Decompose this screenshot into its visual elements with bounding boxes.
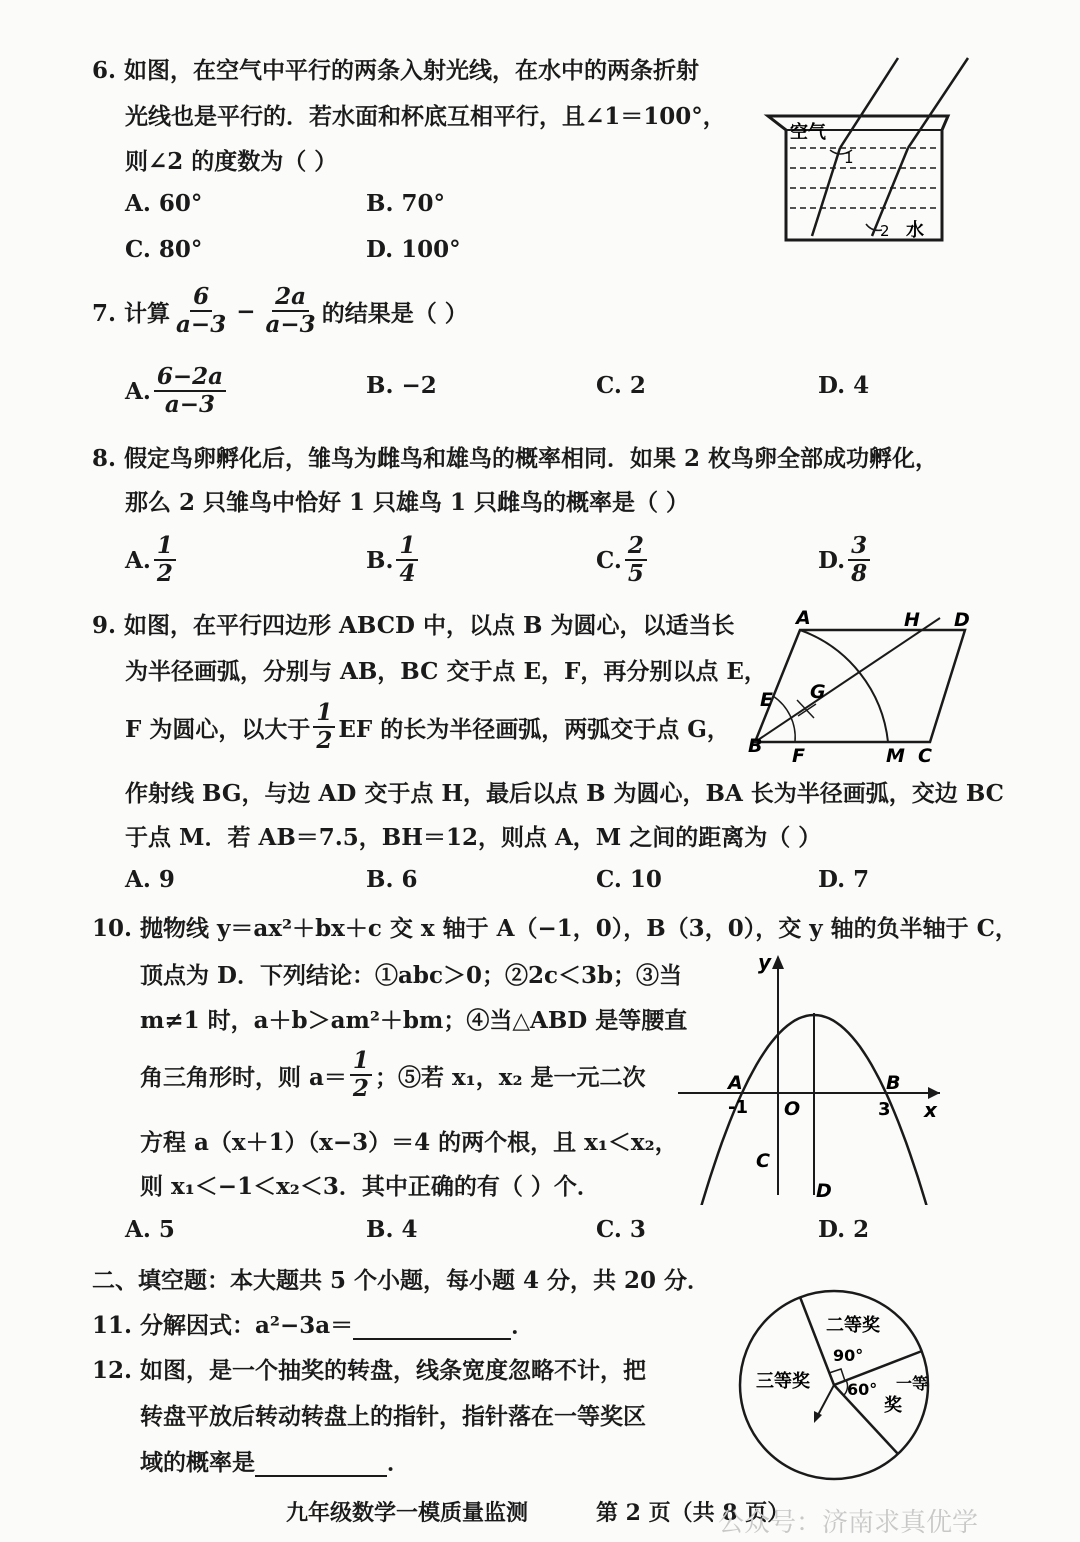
q7-frac2 (263, 284, 319, 339)
q8-option-c-den: 5 (627, 560, 644, 588)
q10-line2: 顶点为 D．下列结论：①abc＞0；②2c＜3b；③当 (140, 962, 683, 989)
q8-line1: 8. 假定鸟卵孵化后，雏鸟为雌鸟和雄鸟的概率相同．如果 2 枚鸟卵全部成功孵化， (92, 445, 939, 472)
angle-90-label: 90° (833, 1346, 864, 1365)
q12-line3-post: ． (387, 1449, 410, 1476)
q8-option-b-num: 1 (396, 533, 418, 561)
q9-option-a: A. 9 (125, 866, 175, 893)
q8-option-b-frac (396, 533, 418, 588)
q6-line1: 6. 如图，在空气中平行的两条入射光线，在水中的两条折射 (92, 57, 700, 84)
q7-frac1-den: a−3 (176, 311, 227, 339)
q10-option-d: D. 2 (818, 1216, 870, 1243)
q10-line3: m≠1 时，a＋b＞am²＋bm；④当△ABD 是等腰直 (140, 1007, 688, 1034)
q9-option-d: D. 7 (818, 866, 870, 893)
q9-line4: 作射线 BG，与边 AD 交于点 H，最后以点 B 为圆心，BA 长为半径画弧，交边 BC (125, 780, 1004, 807)
refracted-ray-2 (872, 148, 908, 236)
q7-frac1-num: 6 (190, 284, 212, 312)
spinner-pointer (818, 1385, 834, 1415)
incident-ray-2 (908, 58, 968, 148)
q12-spinner-figure (734, 1285, 934, 1485)
q8-option-d-frac (848, 533, 870, 588)
footer-page-number: 第 2 页（共 8 页） (596, 1500, 790, 1526)
q7-option-c: C. 2 (596, 372, 646, 399)
q8-option-b-label: B. (366, 546, 394, 574)
refracted-ray-1 (812, 148, 840, 236)
q11-prefix: 11. 分解因式：a²−3a＝ (92, 1312, 354, 1339)
label-a: A (796, 607, 811, 629)
q7-option-d: D. 4 (818, 372, 870, 399)
q12-line2: 转盘平放后转动转盘上的指针，指针落在一等奖区 (140, 1403, 646, 1430)
footer-title: 九年级数学一模质量监测 (286, 1500, 529, 1526)
q10-option-a: A. 5 (125, 1216, 175, 1243)
q9-line1: 9. 如图，在平行四边形 ABCD 中，以点 B 为圆心，以适当长 (92, 612, 735, 639)
q6-option-b: B. 70° (366, 190, 445, 217)
label-point-b: B (886, 1072, 901, 1094)
angle-60-label: 60° (847, 1380, 878, 1399)
q8-option-c-label: C. (596, 546, 622, 574)
air-label: 空气 (790, 122, 826, 143)
q8-option-b-den: 4 (399, 560, 416, 588)
label-origin: O (784, 1098, 801, 1120)
q9-line3-frac (313, 700, 335, 755)
q8-option-d-label: D. (818, 546, 846, 574)
q7-frac1 (173, 284, 229, 339)
q8-option-a (125, 533, 179, 588)
q9-line3-num: 1 (313, 700, 335, 728)
q8-option-a-frac (154, 533, 176, 588)
q8-option-a-num: 1 (154, 533, 176, 561)
label-y-axis: y (758, 950, 772, 974)
q12-line1: 12. 如图，是一个抽奖的转盘，线条宽度忽略不计，把 (92, 1357, 647, 1384)
label-three: 3 (878, 1099, 891, 1120)
q7-option-b: B. −2 (366, 372, 437, 399)
spinner-pointer-tip (814, 1411, 822, 1423)
prize-third-label: 三等奖 (756, 1371, 810, 1392)
q8-option-d (818, 533, 873, 588)
label-neg1: -1 (728, 1097, 748, 1118)
ray-bg (755, 618, 940, 742)
q9-line5: 于点 M．若 AB＝7.5，BH＝12，则点 A，M 之间的距离为（ ） (125, 824, 822, 851)
q10-line1: 10. 抛物线 y＝ax²＋bx＋c 交 x 轴于 A（−1，0），B（3，0），交 y 轴的负半轴于 C， (92, 915, 1018, 942)
q6-option-d: D. 100° (366, 236, 461, 263)
q10-line4-post: ；⑤若 x₁，x₂ 是一元二次 (374, 1063, 646, 1091)
q8-option-c-frac (625, 533, 647, 588)
q9-line3-den: 2 (316, 727, 333, 755)
q9-line2: 为半径画弧，分别与 AB，BC 交于点 E，F，再分别以点 E， (125, 658, 767, 685)
q10-line6: 则 x₁＜−1＜x₂＜3．其中正确的有（ ）个． (140, 1173, 600, 1200)
incident-ray-1 (840, 58, 898, 148)
q9-line3 (125, 700, 730, 755)
label-c: C (918, 745, 932, 767)
q11-line (92, 1307, 534, 1340)
q10-line5: 方程 a（x＋1）（x−3）＝4 的两个根，且 x₁＜x₂， (140, 1129, 678, 1156)
y-axis-arrow (772, 955, 784, 969)
q7-option-a-label: A. (125, 377, 151, 405)
q6-cup-figure (760, 50, 980, 250)
q9-parallelogram-figure (740, 600, 980, 770)
q10-line4 (140, 1048, 646, 1103)
q7-prefix: 7. 计算 (92, 299, 171, 327)
label-h: H (904, 609, 920, 631)
q8-option-d-num: 3 (848, 533, 870, 561)
q7-minus: − (236, 297, 256, 325)
q8-option-a-label: A. (125, 546, 151, 574)
q7-option-a-den: a−3 (164, 391, 216, 419)
q11-suffix: ． (511, 1312, 535, 1339)
q10-option-b: B. 4 (366, 1216, 418, 1243)
label-g: G (810, 681, 826, 703)
label-point-d: D (816, 1180, 832, 1202)
q7-line (92, 284, 468, 339)
q10-line4-den: 2 (352, 1075, 369, 1103)
q9-line3-pre: F 为圆心，以大于 (125, 715, 311, 743)
watermark-text: 公众号：济南求真优学 (718, 1508, 979, 1538)
parallelogram-abcd (755, 630, 965, 742)
q10-option-c: C. 3 (596, 1216, 646, 1243)
label-point-a: A (728, 1072, 743, 1094)
prize-first-label-b: 奖 (884, 1395, 902, 1416)
q7-frac2-den: a−3 (265, 311, 316, 339)
q7-option-a (125, 364, 229, 419)
label-point-c: C (756, 1150, 770, 1172)
q12-line3 (140, 1444, 410, 1477)
q7-option-a-frac (154, 364, 226, 419)
q10-parabola-figure (672, 945, 962, 1205)
prize-first-label-a: 一等 (896, 1374, 929, 1393)
arc-ef (773, 696, 795, 742)
q12-answer-blank[interactable] (255, 1449, 387, 1477)
q10-line4-frac (350, 1048, 372, 1103)
label-d: D (954, 609, 970, 631)
q7-frac2-num: 2a (272, 284, 309, 312)
q11-answer-blank[interactable] (353, 1312, 511, 1340)
angle2-label: 2 (880, 222, 890, 240)
water-label: 水 (906, 220, 924, 241)
q9-option-b: B. 6 (366, 866, 418, 893)
q12-line3-pre: 域的概率是 (140, 1449, 255, 1476)
q8-line2: 那么 2 只雏鸟中恰好 1 只雄鸟 1 只雌鸟的概率是（ ） (125, 489, 690, 516)
q8-option-b (366, 533, 421, 588)
q7-suffix: 的结果是（ ） (321, 299, 468, 327)
q10-line4-num: 1 (350, 1048, 372, 1076)
q6-line2: 光线也是平行的．若水面和杯底互相平行，且∠1＝100°， (125, 103, 726, 130)
q8-option-d-den: 8 (851, 560, 868, 588)
label-b: B (748, 735, 763, 757)
q8-option-c-num: 2 (625, 533, 647, 561)
label-f: F (792, 745, 805, 767)
q7-option-a-num: 6−2a (154, 364, 226, 392)
prize-second-label: 二等奖 (826, 1315, 880, 1336)
q6-option-a: A. 60° (125, 190, 203, 217)
label-m: M (886, 745, 905, 767)
q6-option-c: C. 80° (125, 236, 203, 263)
q9-option-c: C. 10 (596, 866, 662, 893)
q9-line3-post: EF 的长为半径画弧，两弧交于点 G， (338, 715, 730, 743)
angle1-label: 1 (844, 149, 854, 167)
section-2-heading: 二、填空题：本大题共 5 个小题，每小题 4 分，共 20 分． (92, 1267, 711, 1294)
q8-option-c (596, 533, 650, 588)
q10-line4-pre: 角三角形时，则 a＝ (140, 1063, 347, 1091)
q6-line3: 则∠2 的度数为（ ） (125, 148, 338, 175)
label-x-axis: x (924, 1098, 937, 1122)
label-e: E (760, 689, 773, 711)
q8-option-a-den: 2 (156, 560, 173, 588)
